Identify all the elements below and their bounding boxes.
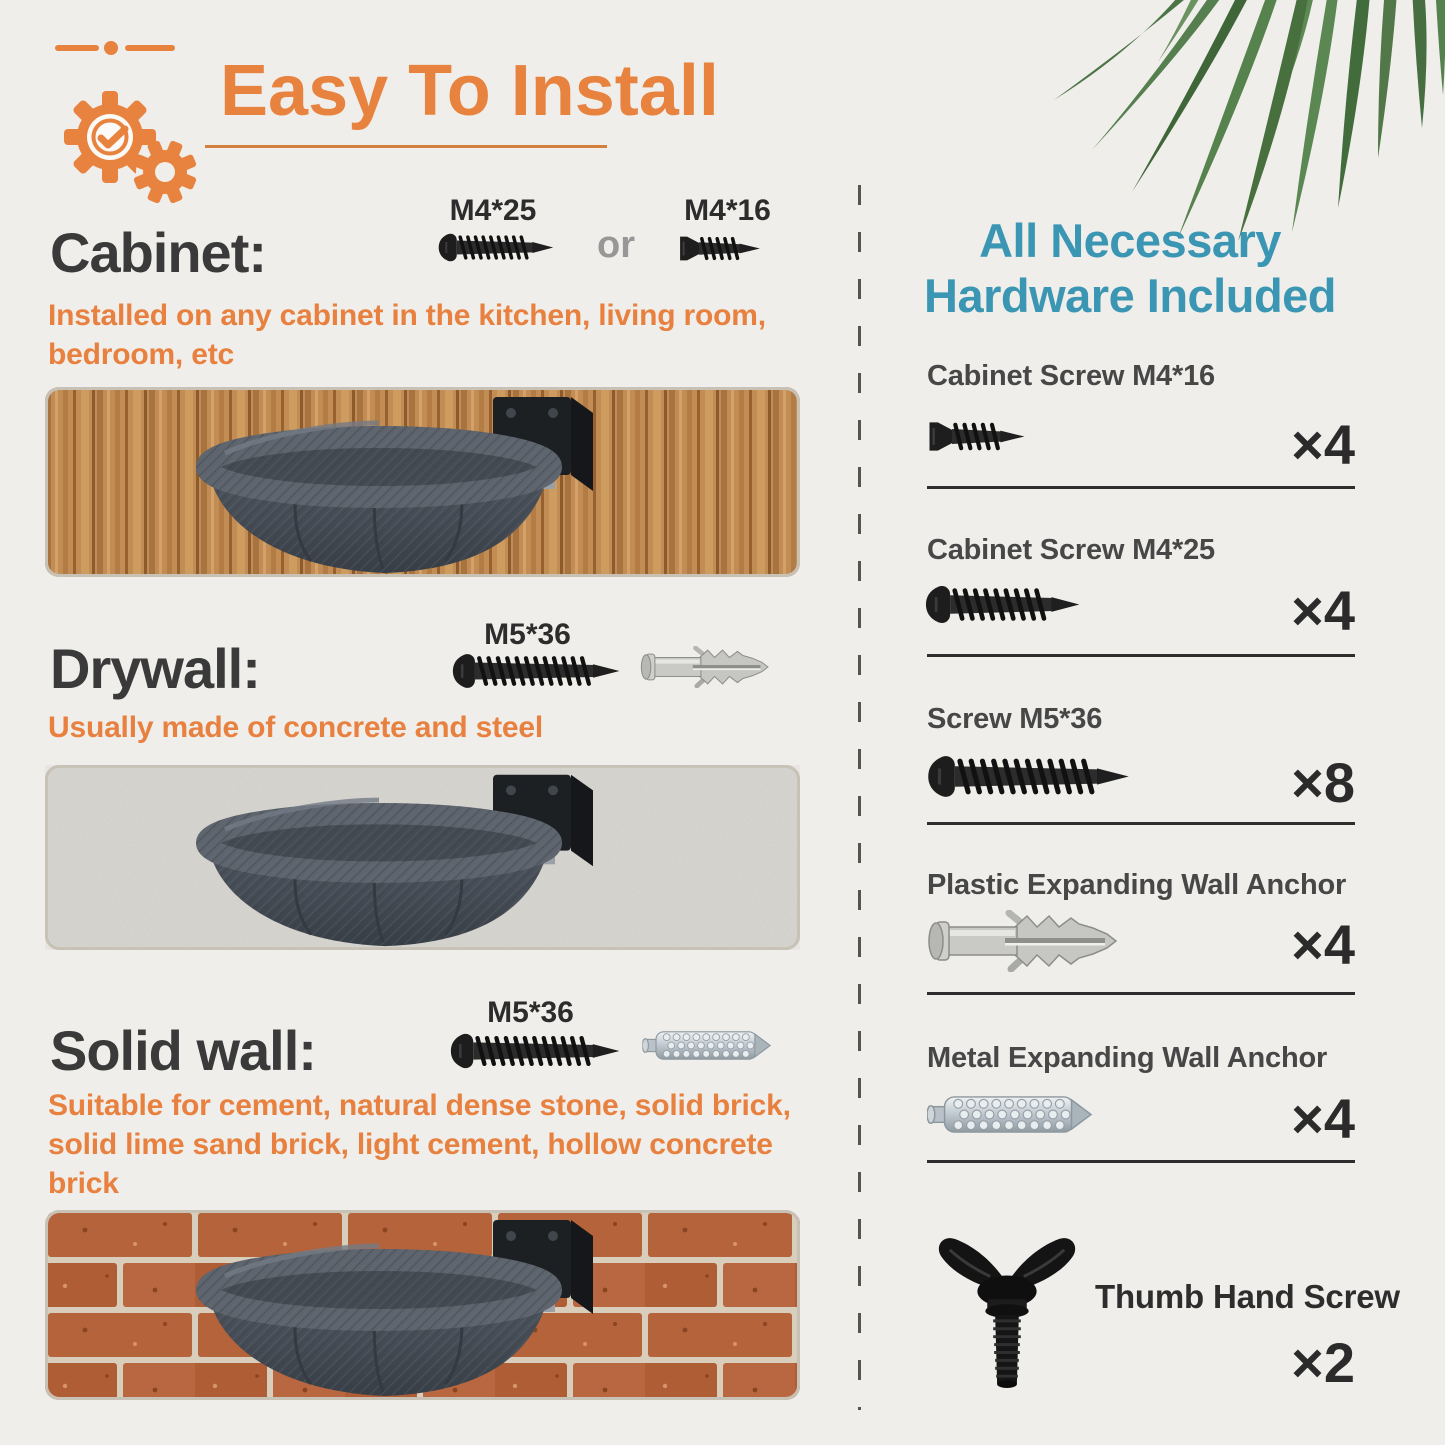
metal-anchor-icon xyxy=(927,1092,1093,1137)
list-divider xyxy=(927,486,1355,489)
section-drywall-description: Usually made of concrete and steel xyxy=(48,711,544,744)
hardware-title xyxy=(880,214,1380,324)
plastic-anchor-icon xyxy=(640,646,772,688)
section-solid-wall-heading: Solid wall: xyxy=(50,1019,316,1082)
section-cabinet-description: Installed on any cabinet in the kitchen, living room, bedroom, etc xyxy=(48,299,766,371)
hardware-item-label: Screw M5*36 xyxy=(927,703,1103,735)
section-cabinet-heading: Cabinet: xyxy=(50,221,266,284)
screw-long-icon xyxy=(927,754,1132,799)
list-divider xyxy=(927,992,1355,995)
hardware-item-label: Plastic Expanding Wall Anchor xyxy=(927,869,1347,901)
screw-size-label-m5x36: M5*36 xyxy=(487,996,574,1029)
hardware-item-qty: ×8 xyxy=(1291,751,1355,814)
screw-short-icon xyxy=(927,418,1027,455)
decoration-dash xyxy=(55,45,99,51)
hardware-item-label: Cabinet Screw M4*25 xyxy=(927,534,1215,566)
photo-drywall-installation xyxy=(45,765,800,950)
hardware-item-label: Metal Expanding Wall Anchor xyxy=(927,1042,1328,1074)
column-divider-dashed xyxy=(858,185,861,1410)
list-divider xyxy=(927,1160,1355,1163)
section-drywall-heading: Drywall: xyxy=(50,637,260,700)
hardware-title-line2: Hardware Included xyxy=(924,268,1336,322)
hardware-item-qty: ×2 xyxy=(1291,1331,1355,1394)
photo-cabinet-installation xyxy=(45,387,800,577)
section-solid-wall-description: Suitable for cement, natural dense stone, solid brick, solid lime sand brick, light cement, hollow concrete brick xyxy=(48,1089,791,1200)
screw-medium-icon xyxy=(438,232,556,263)
screw-size-label-m4x16: M4*16 xyxy=(684,194,771,227)
photo-brick-wall-installation xyxy=(45,1210,800,1400)
palm-leaves-icon xyxy=(1040,0,1445,240)
list-divider xyxy=(927,654,1355,657)
screw-short-icon xyxy=(678,233,762,264)
screw-medium-icon xyxy=(925,584,1083,625)
metal-anchor-icon xyxy=(642,1028,772,1063)
hardware-item-qty: ×4 xyxy=(1291,1087,1355,1150)
hardware-item-qty: ×4 xyxy=(1291,413,1355,476)
page-title: Easy To Install xyxy=(220,51,719,131)
gears-check-icon xyxy=(58,78,198,203)
decoration-dot xyxy=(104,41,118,55)
title-underline xyxy=(205,145,607,148)
screw-size-label-m5x36: M5*36 xyxy=(484,618,571,651)
hardware-title-line1: All Necessary xyxy=(979,214,1281,267)
screw-long-icon xyxy=(452,652,622,690)
list-divider xyxy=(927,822,1355,825)
screw-size-label-m4x25: M4*25 xyxy=(449,194,537,227)
screw-long-icon xyxy=(450,1032,622,1070)
wing-screw-icon xyxy=(928,1228,1086,1396)
decoration-dash xyxy=(125,45,175,51)
or-label: or xyxy=(597,224,635,266)
plastic-anchor-icon xyxy=(927,910,1122,972)
hardware-item-label: Cabinet Screw M4*16 xyxy=(927,360,1215,392)
hardware-item-label: Thumb Hand Screw xyxy=(1095,1278,1400,1315)
hardware-item-qty: ×4 xyxy=(1291,913,1355,976)
hardware-item-qty: ×4 xyxy=(1291,579,1355,642)
